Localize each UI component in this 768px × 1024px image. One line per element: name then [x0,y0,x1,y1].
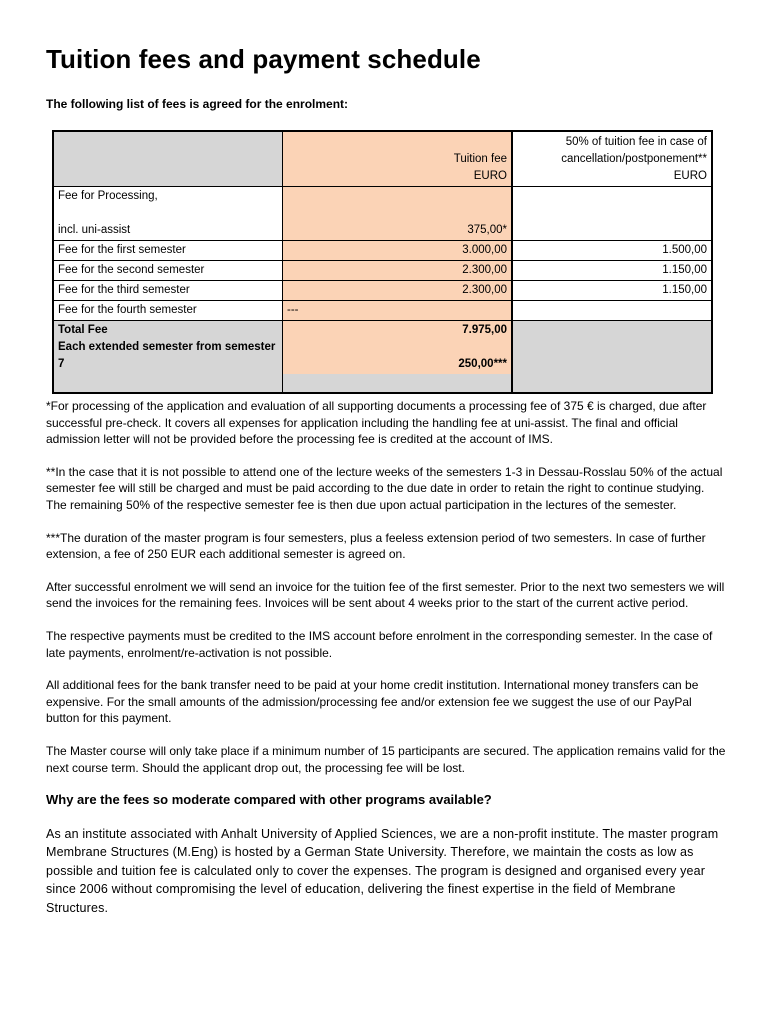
table-row-processing [53,187,712,241]
table-row [53,241,712,261]
table-row-total [53,321,712,375]
total-value: 7.975,00 [462,324,507,336]
header-label-cell [53,131,283,187]
body-text [46,398,726,934]
header-cancel-unit: EURO [673,170,707,182]
table-row [53,281,712,301]
extension-label: Each extended semester from semester 7 [58,341,276,370]
row-cancel: 1.150,00 [512,261,712,281]
header-tuition-label: Tuition fee [453,153,507,165]
header-cancel-label-2: cancellation/postponement** [561,153,707,165]
page-title: Tuition fees and payment schedule [46,44,481,74]
header-tuition-cell [283,131,513,187]
paragraph-payments: The respective payments must be credited to the IMS account before enrolment in the corresponding semester. In the case of late payments, enrolment/re-activation is not possible. [46,628,713,660]
total-value-cell [283,321,513,375]
processing-label-cell [53,187,283,241]
header-cancel-label-1: 50% of tuition fee in case of [565,136,707,148]
processing-cancel [512,187,712,241]
row-cancel [512,301,712,321]
processing-label-2: incl. uni-assist [58,224,131,236]
total-cancel-cell [512,321,712,394]
table-row [53,261,712,281]
row-fee: 2.300,00 [283,261,513,281]
processing-label-1: Fee for Processing, [58,190,158,202]
footnote-duration: ***The duration of the master program is four semesters, plus a feeless extension period of two semesters. In case of further extension, a fee of 250 EUR each additional semester is agreed on. [46,530,706,562]
header-cancel-cell [512,131,712,187]
paragraph-participants: The Master course will only take place if a minimum number of 15 participants are secured. The application remains valid for the next course term. Should the applicant drop out, the processing fee will be lost. [46,743,726,775]
row-label: Fee for the fourth semester [53,301,283,321]
row-label: Fee for the third semester [53,281,283,301]
row-fee: --- [283,301,513,321]
total-label-cell [53,321,283,375]
fees-table [52,130,713,394]
intro-text: The following list of fees is agreed for the enrolment: [46,97,349,111]
table-header-row [53,131,712,187]
faq-question: Why are the fees so moderate compared with other programs available? [46,792,492,808]
row-fee: 2.300,00 [283,281,513,301]
row-label: Fee for the first semester [53,241,283,261]
bottom-label-cell [53,374,283,393]
row-cancel: 1.150,00 [512,281,712,301]
footnote-processing: *For processing of the application and evaluation of all supporting documents a processing fee of 375 € is charged, due after successful pre-check. It covers all expenses for application including the handling fee at uni-assist. The final and official admission letter will not be provided before the processing fee is credited at the account of IMS. [46,399,707,447]
paragraph-bank-fees: All additional fees for the bank transfer need to be paid at your home credit institution. International money transfers can be expensive. For the small amounts of the admission/processing fee and/or extension fee we suggest the use of our PayPal button for this payment. [46,678,699,726]
faq-answer: As an institute associated with Anhalt University of Applied Sciences, we are a non-profit institute. The master program Membrane Structures (M.Eng) is hosted by a German State University. Therefore, we maintain the costs as low as possible and tuition fee is calculated only to cover the expenses. The program is designed and organised every year since 2006 without compromising the level of education, delivering the finest expertise in the field of Membrane Structures. [46,826,719,916]
row-fee: 3.000,00 [283,241,513,261]
extension-value: 250,00*** [458,358,507,370]
footnote-cancellation: **In the case that it is not possible to attend one of the lecture weeks of the semesters 1-3 in Dessau-Rosslau 50% of the actual semester fee will still be charged and must be paid according to the due date in order to retain the right to continue studying. The remaining 50% of the respective semester fee is then due upon actual participation in the lectures of the semester. [46,464,723,512]
total-label: Total Fee [58,324,108,336]
paragraph-invoices: After successful enrolment we will send an invoice for the tuition fee of the first semester. Prior to the next two semesters we will send the invoices for the remaining fees. Invoices will be sent about 4 weeks prior to the start of the current active period. [46,579,725,611]
header-tuition-unit: EURO [473,170,507,182]
row-label: Fee for the second semester [53,261,283,281]
bottom-fee-cell [283,374,513,393]
table-row [53,301,712,321]
processing-fee: 375,00* [283,187,513,241]
row-cancel: 1.500,00 [512,241,712,261]
